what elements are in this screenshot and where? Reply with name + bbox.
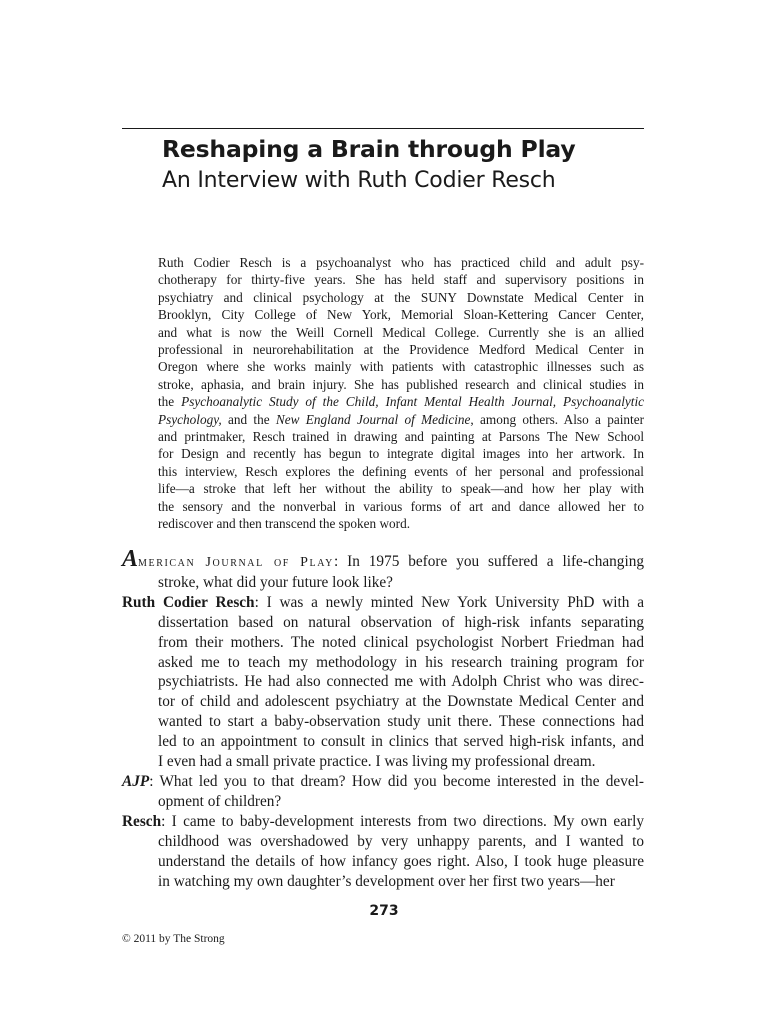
title-rule: [122, 128, 644, 129]
journal-name: merican Journal of Play: [138, 555, 334, 570]
interview-line: understand the details of how infancy goes right. Also, I took huge pleasure: [158, 852, 644, 870]
answer-1: [122, 593, 644, 772]
interview-line: from their mothers. The noted clinical psychologist Norbert Friedman had: [158, 633, 644, 651]
interview-line: AJP: What led you to that dream? How did you become interested in the devel-: [122, 772, 644, 790]
interview-body: [122, 547, 644, 891]
abstract-line: professional in neurorehabilitation at the Providence Medford Medical Center in: [158, 342, 644, 358]
abstract-line: Ruth Codier Resch is a psychoanalyst who has practiced child and adult psy-: [158, 255, 644, 270]
abstract-line: Brooklyn, City College of New York, Memorial Sloan-Kettering Cancer Center,: [158, 307, 644, 323]
interviewer-tag: AJP: [122, 772, 150, 790]
abstract-line: the sensory and the nonverbal in various forms of art and dance allowed her to: [158, 498, 644, 514]
interview-line: opment of children?: [158, 792, 282, 810]
interview-line: American Journal of Play: In 1975 before you suffered a life-changing: [122, 546, 644, 572]
abstract-line: psychiatry and clinical psychology at the SUNY Downstate Medical Center in: [158, 289, 644, 305]
abstract-line: for Design and recently has begun to integrate digital images into her artwork. In: [158, 446, 644, 462]
abstract-line: this interview, Resch explores the defining events of her personal and professional: [158, 463, 644, 479]
question-1: [122, 547, 644, 593]
interview-line: Ruth Codier Resch: I was a newly minted New York University PhD with a: [122, 593, 644, 611]
abstract-line: Oregon where she works mainly with patients with catastrophic illnesses such as: [158, 359, 644, 375]
abstract-line: and what is now the Weill Cornell Medical College. Currently she is an allied: [158, 324, 644, 340]
abstract-line: life—a stroke that left her without the ability to speak—and how her play with: [158, 481, 644, 497]
abstract-line: rediscover and then transcend the spoken word.: [158, 516, 411, 532]
copyright-notice: © 2011 by The Strong: [122, 933, 225, 945]
interview-line: tor of child and adolescent psychiatry at the Downstate Medical Center and: [158, 693, 644, 711]
interview-line: wanted to start a baby-observation study unit there. These connections had: [158, 713, 644, 731]
page-number: 273: [369, 903, 399, 919]
abstract-line: stroke, aphasia, and brain injury. She has published research and clinical studies in: [158, 376, 644, 392]
interview-line: childhood was overshadowed by very unhappy parents, and I wanted to: [158, 832, 644, 850]
interview-line: in watching my own daughter’s development over her first two years—her: [158, 872, 615, 890]
abstract: [158, 254, 644, 533]
abstract-line: Psychology, and the New England Journal of Medicine, among others. Also a painter: [158, 411, 644, 427]
answer-2: [122, 812, 644, 892]
interview-line: psychiatrists. He had also connected me with Adolph Christ who was direc-: [158, 673, 644, 691]
abstract-line: chotherapy for thirty-five years. She has held staff and supervisory positions in: [158, 272, 644, 288]
article-title: Reshaping a Brain through Play: [162, 135, 576, 163]
abstract-line: the Psychoanalytic Study of the Child, Infant Mental Health Journal, Psychoanalytic: [158, 394, 645, 410]
interview-line: Resch: I came to baby-development interests from two directions. My own early: [122, 812, 644, 830]
abstract-line: and printmaker, Resch trained in drawing and painting at Parsons The New School: [158, 429, 644, 445]
interview-line: asked me to teach my methodology in his research training program for: [158, 653, 644, 671]
speaker-name: Resch: [122, 812, 162, 830]
journal-dropcap: A: [122, 546, 139, 572]
interview-line: I even had a small private practice. I was living my professional dream.: [158, 753, 596, 771]
question-2: [122, 772, 644, 812]
speaker-name: Ruth Codier Resch: [122, 593, 255, 611]
article-subtitle: An Interview with Ruth Codier Resch: [162, 168, 556, 193]
interview-line: dissertation based on natural observation of high-risk infants separating: [158, 613, 644, 631]
interview-line: stroke, what did your future look like?: [158, 573, 393, 591]
interview-line: led to an appointment to consult in clinics that served high-risk infants, and: [158, 733, 644, 751]
